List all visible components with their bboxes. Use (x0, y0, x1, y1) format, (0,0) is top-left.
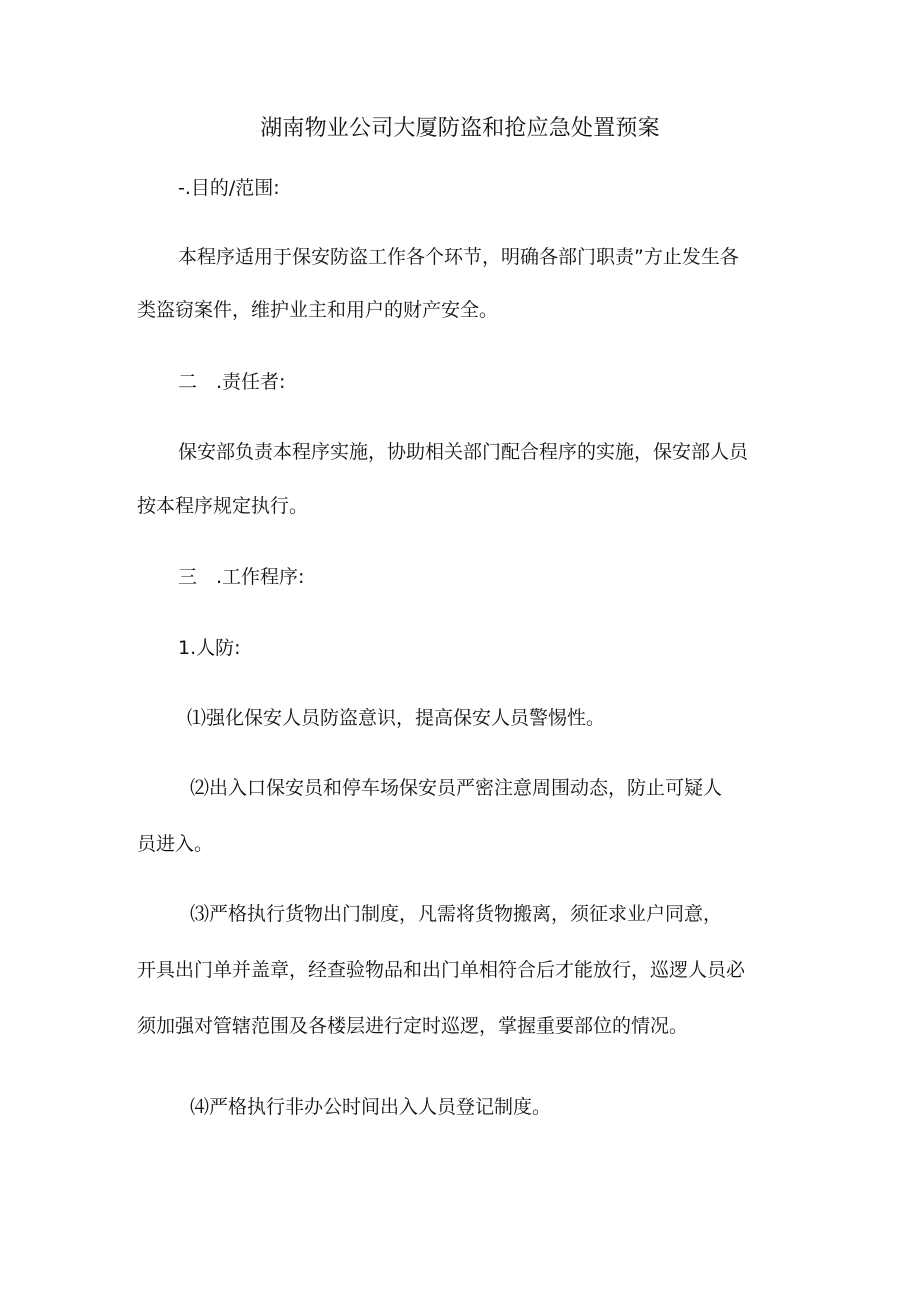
section-heading-responsible: 二 .责任者: (178, 371, 286, 393)
list-item-continuation: 开具出门单并盖章，经查验物品和出门单相符合后才能放行，巡逻人员必 (137, 959, 746, 981)
list-item: ⑷严格执行非办公时间出入人员登记制度。 (190, 1096, 552, 1118)
section-heading-procedure: 三 .工作程序: (178, 566, 305, 588)
paragraph-line: 保安部负责本程序实施，协助相关部门配合程序的实施，保安部人员 (178, 441, 749, 463)
section-heading-purpose: -.目的/范围: (178, 177, 280, 199)
list-item-continuation: 须加强对管辖范围及各楼层进行定时巡逻，掌握重要部位的情况。 (137, 1015, 689, 1037)
paragraph-line: 本程序适用于保安防盗工作各个环节，明确各部门职责”方止发生各 (178, 246, 739, 268)
list-item: ⑶严格执行货物出门制度，凡需将货物搬离，须征求业户同意， (190, 903, 723, 925)
subsection-heading-human-defense: 1.人防: (178, 637, 241, 659)
list-item: ⑵出入口保安员和停车场保安员严密注意周围动态，防止可疑人 (190, 777, 723, 799)
list-item: ⑴强化保安人员防盗意识，提高保安人员警惕性。 (187, 707, 606, 729)
paragraph-line: 按本程序规定执行。 (137, 495, 309, 517)
list-item-continuation: 员进入。 (137, 833, 214, 855)
document-title: 湖南物业公司大厦防盗和抢应急处置预案 (260, 116, 660, 141)
paragraph-line: 类盗窃案件，维护业主和用户的财产安全。 (137, 299, 499, 321)
